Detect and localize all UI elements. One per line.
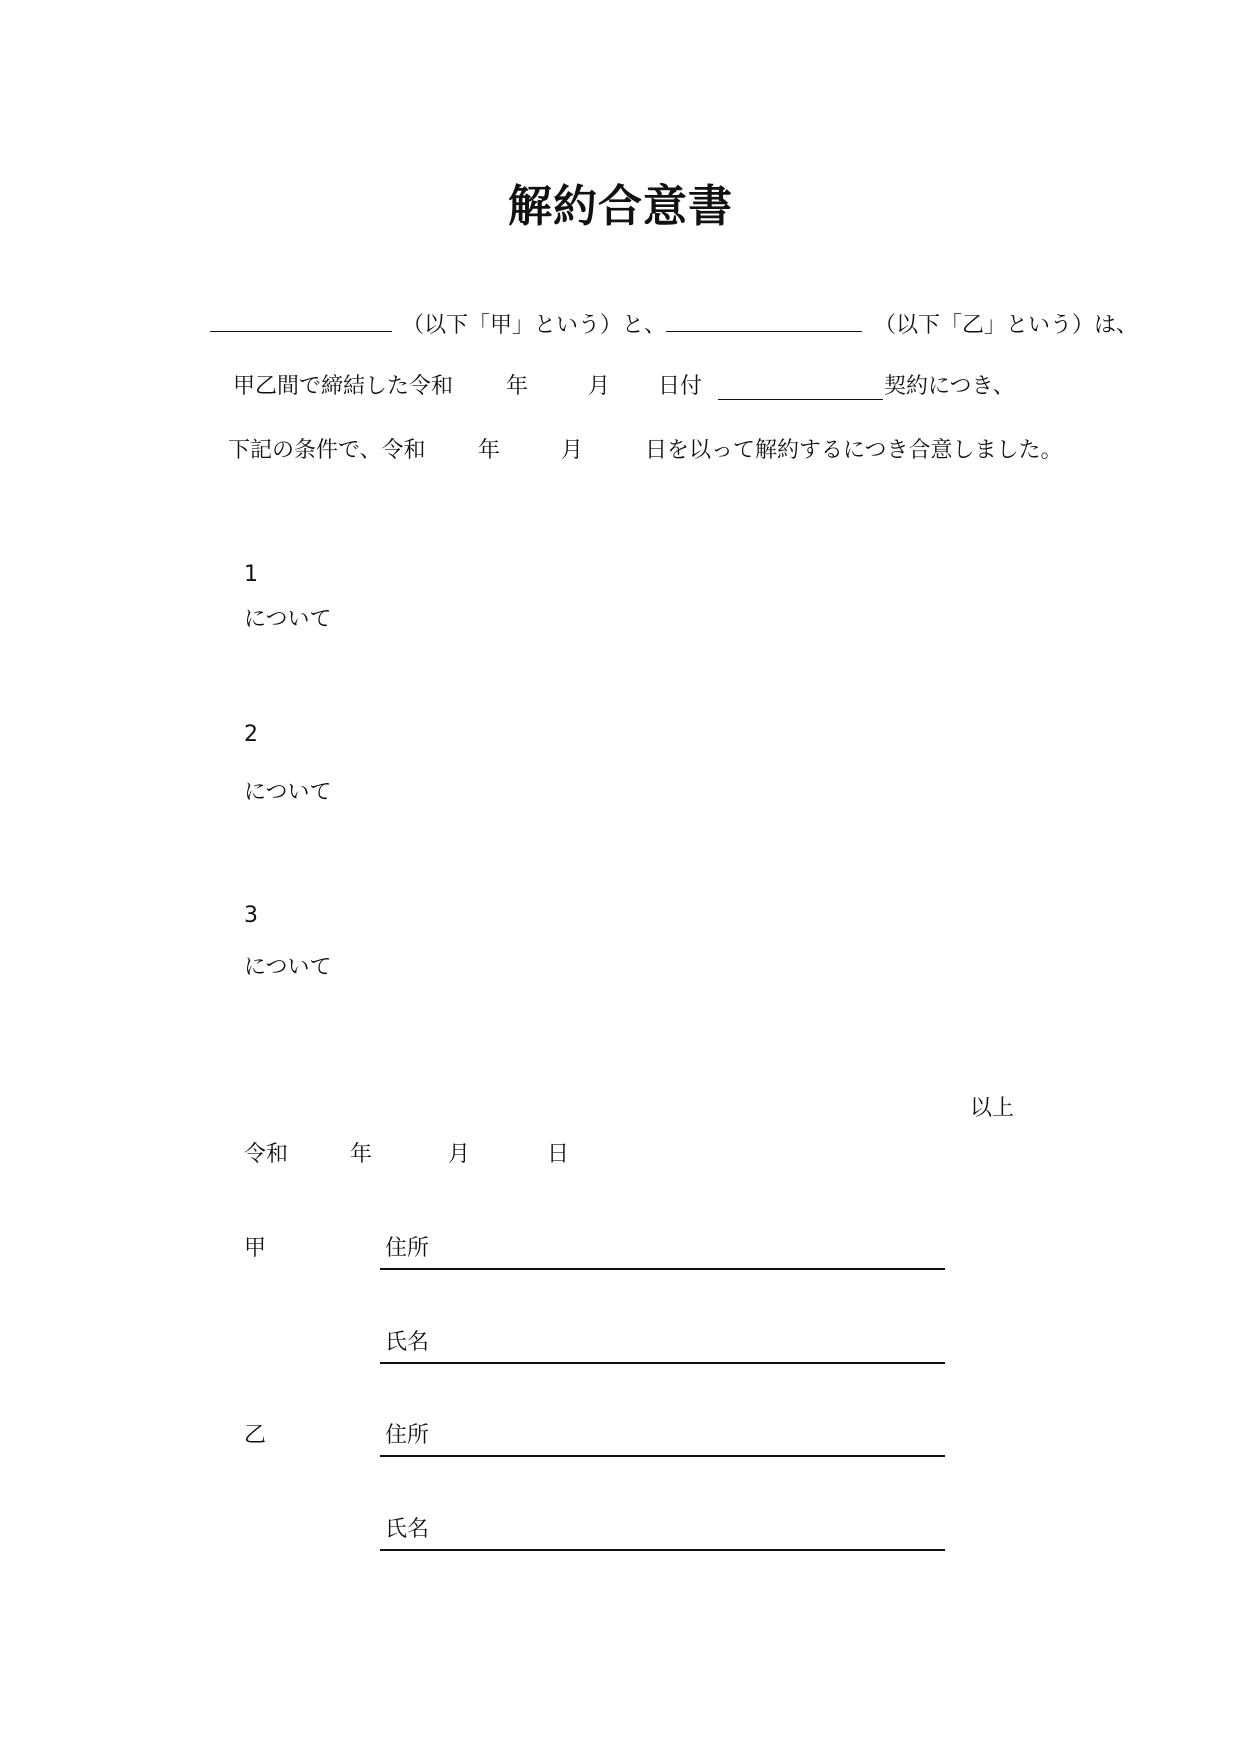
intro-line-3-suffix: 日を以って解約するにつき合意しました。	[645, 438, 1063, 463]
clause-3-label: について	[244, 955, 332, 980]
clause-1-label: について	[244, 607, 332, 632]
intro-line-2-contract: 契約につき、	[884, 374, 1015, 399]
party-a-name-line[interactable]	[380, 1362, 945, 1364]
party-a-suffix: （以下「甲」という）と、	[402, 313, 667, 338]
intro-line-1	[210, 307, 1138, 341]
party-b-suffix: （以下「乙」という）は、	[874, 313, 1139, 338]
clause-1-number: 1	[244, 562, 258, 587]
party-b-address-label: 住所	[385, 1423, 430, 1448]
clause-3-number: 3	[244, 903, 258, 928]
contract-name-blank[interactable]	[718, 375, 883, 400]
intro-line-2-prefix: 甲乙間で締結した令和	[233, 374, 454, 399]
party-a-address-label: 住所	[385, 1236, 430, 1261]
party-b-label: 乙	[244, 1423, 267, 1448]
party-a-label: 甲	[244, 1236, 267, 1261]
date-year: 年	[350, 1142, 373, 1167]
document-title: 解約合意書	[508, 181, 733, 232]
party-a-address-line[interactable]	[380, 1268, 945, 1270]
intro-line-3-year: 年	[478, 438, 501, 463]
closing-text: 以上	[970, 1096, 1015, 1121]
party-b-name-label: 氏名	[385, 1517, 430, 1542]
intro-line-3-month: 月	[561, 438, 584, 463]
party-a-name-label: 氏名	[385, 1330, 430, 1355]
intro-line-2-year: 年	[506, 374, 529, 399]
clause-2-label: について	[244, 780, 332, 805]
party-b-address-line[interactable]	[380, 1455, 945, 1457]
date-day: 日	[547, 1142, 570, 1167]
intro-line-2-month: 月	[588, 374, 611, 399]
date-era: 令和	[244, 1142, 289, 1167]
date-month: 月	[448, 1142, 471, 1167]
party-b-name-line[interactable]	[380, 1549, 945, 1551]
party-b-blank[interactable]	[666, 307, 862, 332]
intro-line-2-day: 日付	[658, 374, 703, 399]
intro-line-3-prefix: 下記の条件で、令和	[228, 438, 426, 463]
party-a-blank[interactable]	[210, 307, 392, 332]
clause-2-number: 2	[244, 722, 258, 747]
